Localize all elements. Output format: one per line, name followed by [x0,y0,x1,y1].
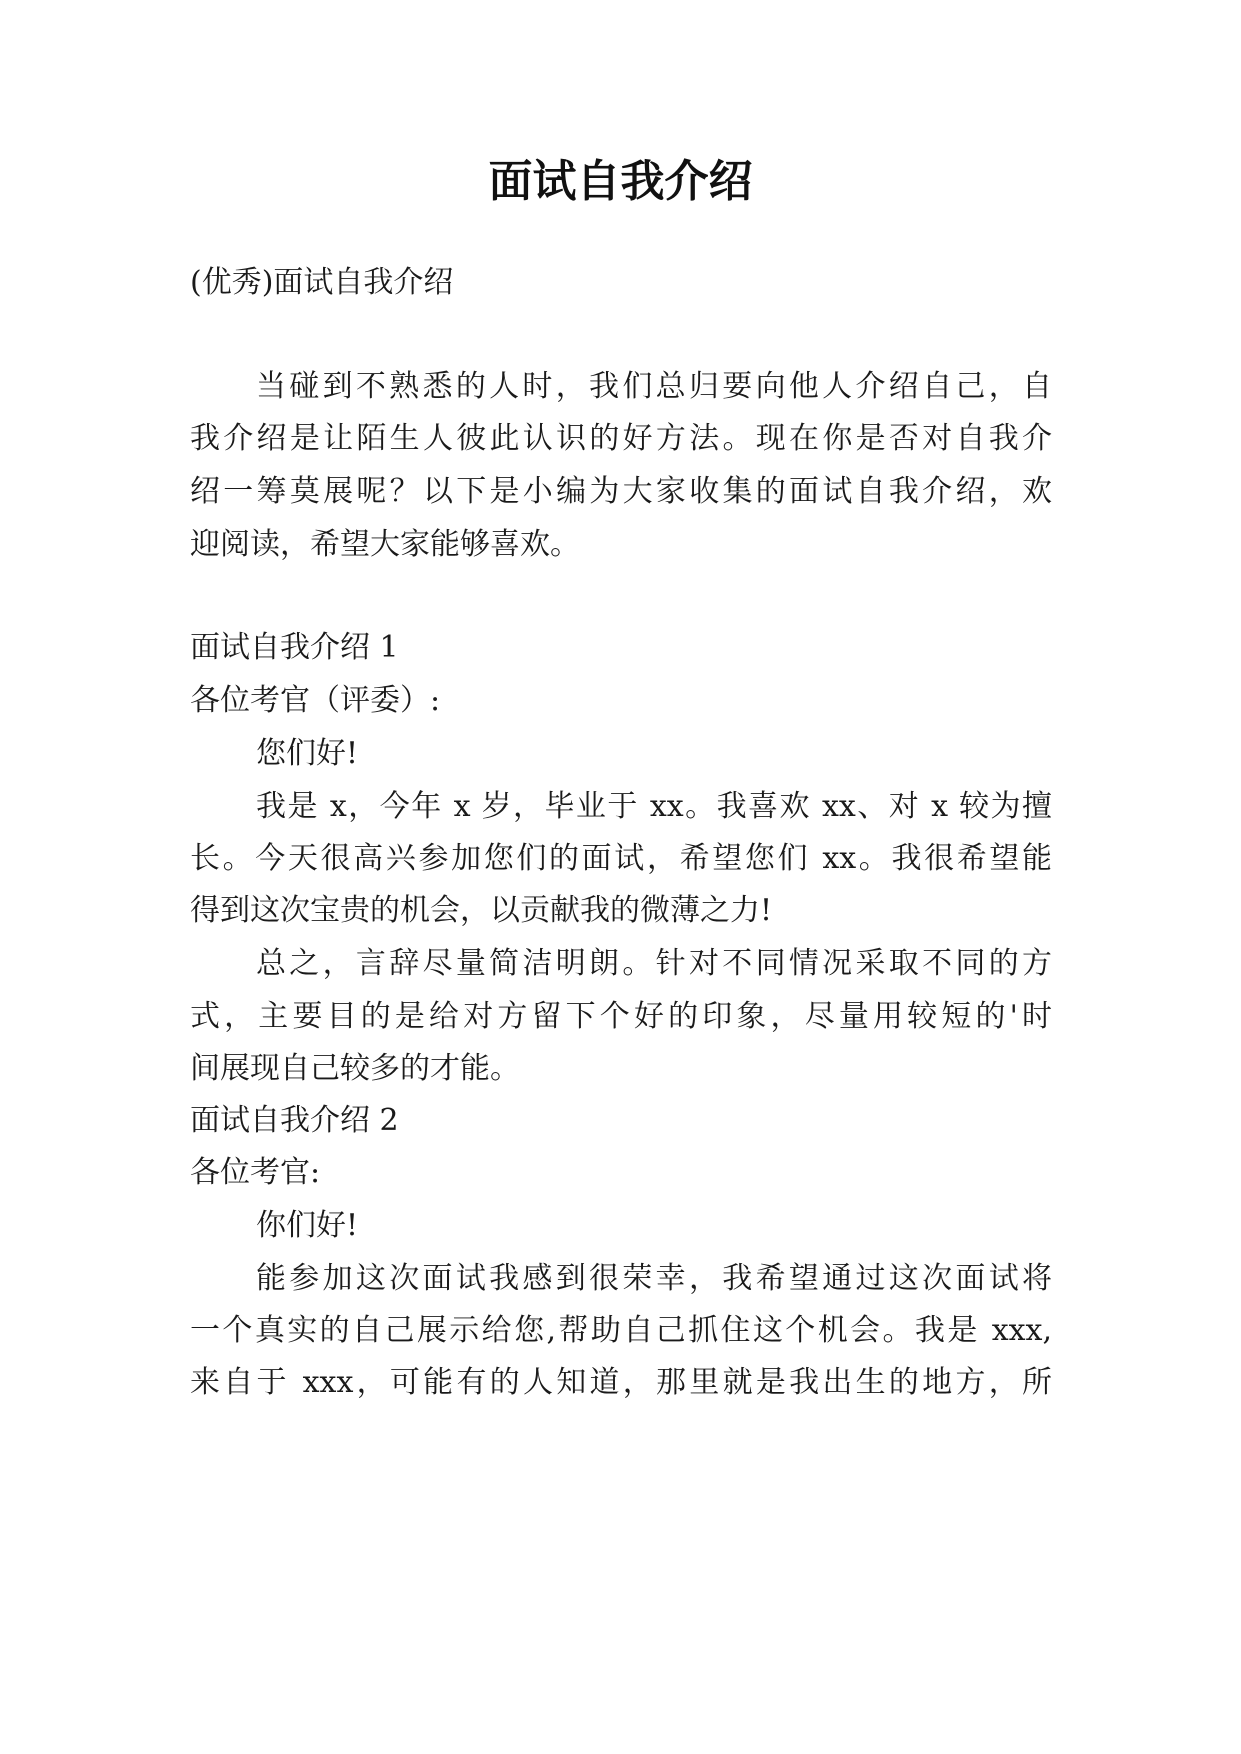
section-heading: 面试自我介绍 1 [190,630,399,665]
greeting: 你们好! [256,1208,359,1243]
paragraph-line: 我是 x，今年 x 岁，毕业于 xx。我喜欢 xx、对 x 较为擅 [256,789,1052,824]
document-title: 面试自我介绍 [488,156,753,207]
salutation: 各位考官: [190,1155,321,1190]
document-subtitle: (优秀)面试自我介绍 [190,265,454,300]
intro-line: 迎阅读，希望大家能够喜欢。 [190,527,580,562]
paragraph-line: 间展现自己较多的才能。 [190,1051,520,1086]
paragraph-line: 长。今天很高兴参加您们的面试，希望您们 xx。我很希望能 [190,841,1052,876]
intro-line: 当碰到不熟悉的人时，我们总归要向他人介绍自己，自 [256,369,1052,404]
paragraph-line: 能参加这次面试我感到很荣幸，我希望通过这次面试将 [256,1261,1052,1296]
intro-line: 我介绍是让陌生人彼此认识的好方法。现在你是否对自我介 [190,421,1052,456]
paragraph-line: 来自于 xxx，可能有的人知道，那里就是我出生的地方，所 [190,1365,1052,1400]
paragraph-line: 得到这次宝贵的机会，以贡献我的微薄之力! [190,893,773,928]
paragraph-line: 一个真实的自己展示给您,帮助自己抓住这个机会。我是 xxx, [190,1313,1052,1348]
greeting: 您们好! [256,736,359,771]
salutation: 各位考官（评委）: [190,683,441,718]
section-heading: 面试自我介绍 2 [190,1103,399,1138]
paragraph-line: 总之，言辞尽量简洁明朗。针对不同情况采取不同的方 [256,946,1052,981]
intro-line: 绍一筹莫展呢？以下是小编为大家收集的面试自我介绍，欢 [190,474,1052,509]
paragraph-line: 式，主要目的是给对方留下个好的印象，尽量用较短的'时 [190,999,1052,1034]
